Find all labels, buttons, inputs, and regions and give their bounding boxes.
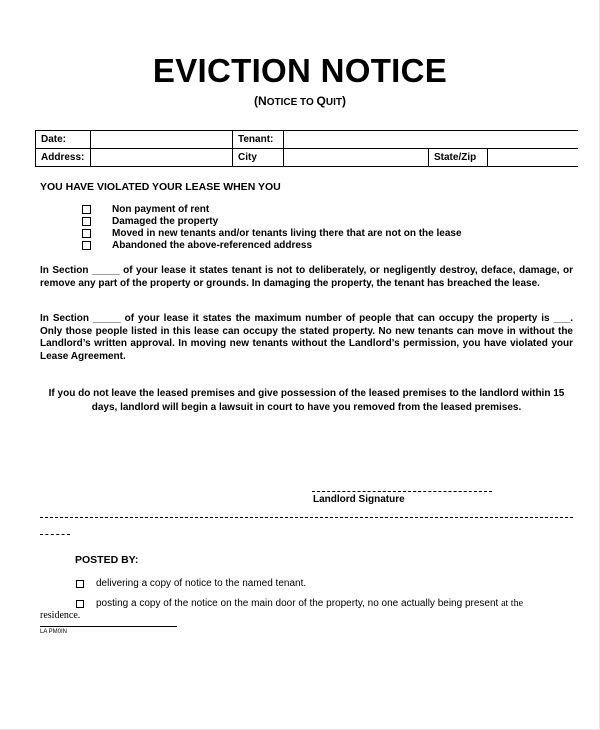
posted-by-label-continuation: residence. — [40, 610, 81, 621]
subtitle-smallcaps-2: UIT — [325, 97, 342, 108]
state-zip-label: State/Zip — [429, 149, 488, 167]
tenant-label: Tenant: — [233, 131, 284, 149]
signature-label: Landlord Signature — [313, 494, 405, 505]
cut-line-continuation — [40, 534, 70, 535]
posted-by-item — [76, 598, 523, 609]
tenant-field[interactable] — [284, 131, 579, 149]
posted-by-label: posting a copy of the notice on the main door of the property, no one actually being present — [96, 598, 502, 609]
posted-by-label: delivering a copy of notice to the named tenant. — [96, 578, 307, 589]
address-label: Address: — [36, 149, 91, 167]
checkbox[interactable] — [76, 580, 84, 588]
form-code: LA PM0IN — [40, 629, 68, 635]
city-label: City — [233, 149, 284, 167]
subtitle-smallcaps-1: OTICE TO — [266, 97, 317, 108]
tenant-info-table — [35, 130, 578, 167]
violation-item — [82, 239, 462, 251]
posted-by-item — [76, 578, 306, 589]
footer-rule — [40, 626, 177, 627]
lawsuit-warning: If you do not leave the leased premises and give possession of the leased premises to the landlord within 15 days, landlord will begin a lawsuit in court to have you removed from the leased premises. — [48, 388, 565, 413]
posted-by-label-serif: at the — [501, 598, 524, 609]
violation-label: Moved in new tenants and/or tenants living there that are not on the lease — [112, 227, 462, 239]
signature-line[interactable] — [312, 491, 492, 492]
checkbox[interactable] — [82, 229, 91, 238]
checkbox[interactable] — [76, 600, 84, 608]
date-label: Date: — [36, 131, 91, 149]
document-title: EVICTION NOTICE — [152, 52, 448, 89]
cut-line — [40, 517, 573, 518]
checkbox[interactable] — [82, 217, 91, 226]
violation-label: Abandoned the above-referenced address — [112, 239, 313, 251]
subtitle-open: (N — [254, 94, 267, 108]
violation-item — [82, 203, 462, 215]
state-zip-field[interactable] — [488, 149, 579, 167]
violation-label: Non payment of rent — [112, 203, 210, 215]
checkbox[interactable] — [82, 241, 91, 250]
violations-checklist — [82, 203, 462, 251]
violations-heading: YOU HAVE VIOLATED YOUR LEASE WHEN YOU — [40, 181, 281, 193]
date-field[interactable] — [91, 131, 233, 149]
address-field[interactable] — [91, 149, 233, 167]
subtitle-q: Q — [316, 94, 326, 108]
violation-item — [82, 215, 462, 227]
document-subtitle — [0, 94, 600, 108]
violation-label: Damaged the property — [112, 215, 219, 227]
violation-item — [82, 227, 462, 239]
occupancy-paragraph: In Section _____ of your lease it states the maximum number of people that can occupy the property is ___. Only those people listed in this lease can occupy the stated property. No new tenants can move in without the Landlord’s written approval. In moving new tenants without the Landlord’s permission, you have violated your Lease Agreement. — [40, 313, 573, 362]
checkbox[interactable] — [82, 205, 91, 214]
city-field[interactable] — [284, 149, 429, 167]
damage-paragraph: In Section _____ of your lease it states tenant is not to deliberately, or negligently destroy, deface, damage, or remove any part of the property or grounds. In damaging the property, the tenant has breached the lease. — [40, 265, 573, 289]
subtitle-close: ) — [341, 94, 346, 108]
posted-by-heading: POSTED BY: — [75, 554, 139, 566]
